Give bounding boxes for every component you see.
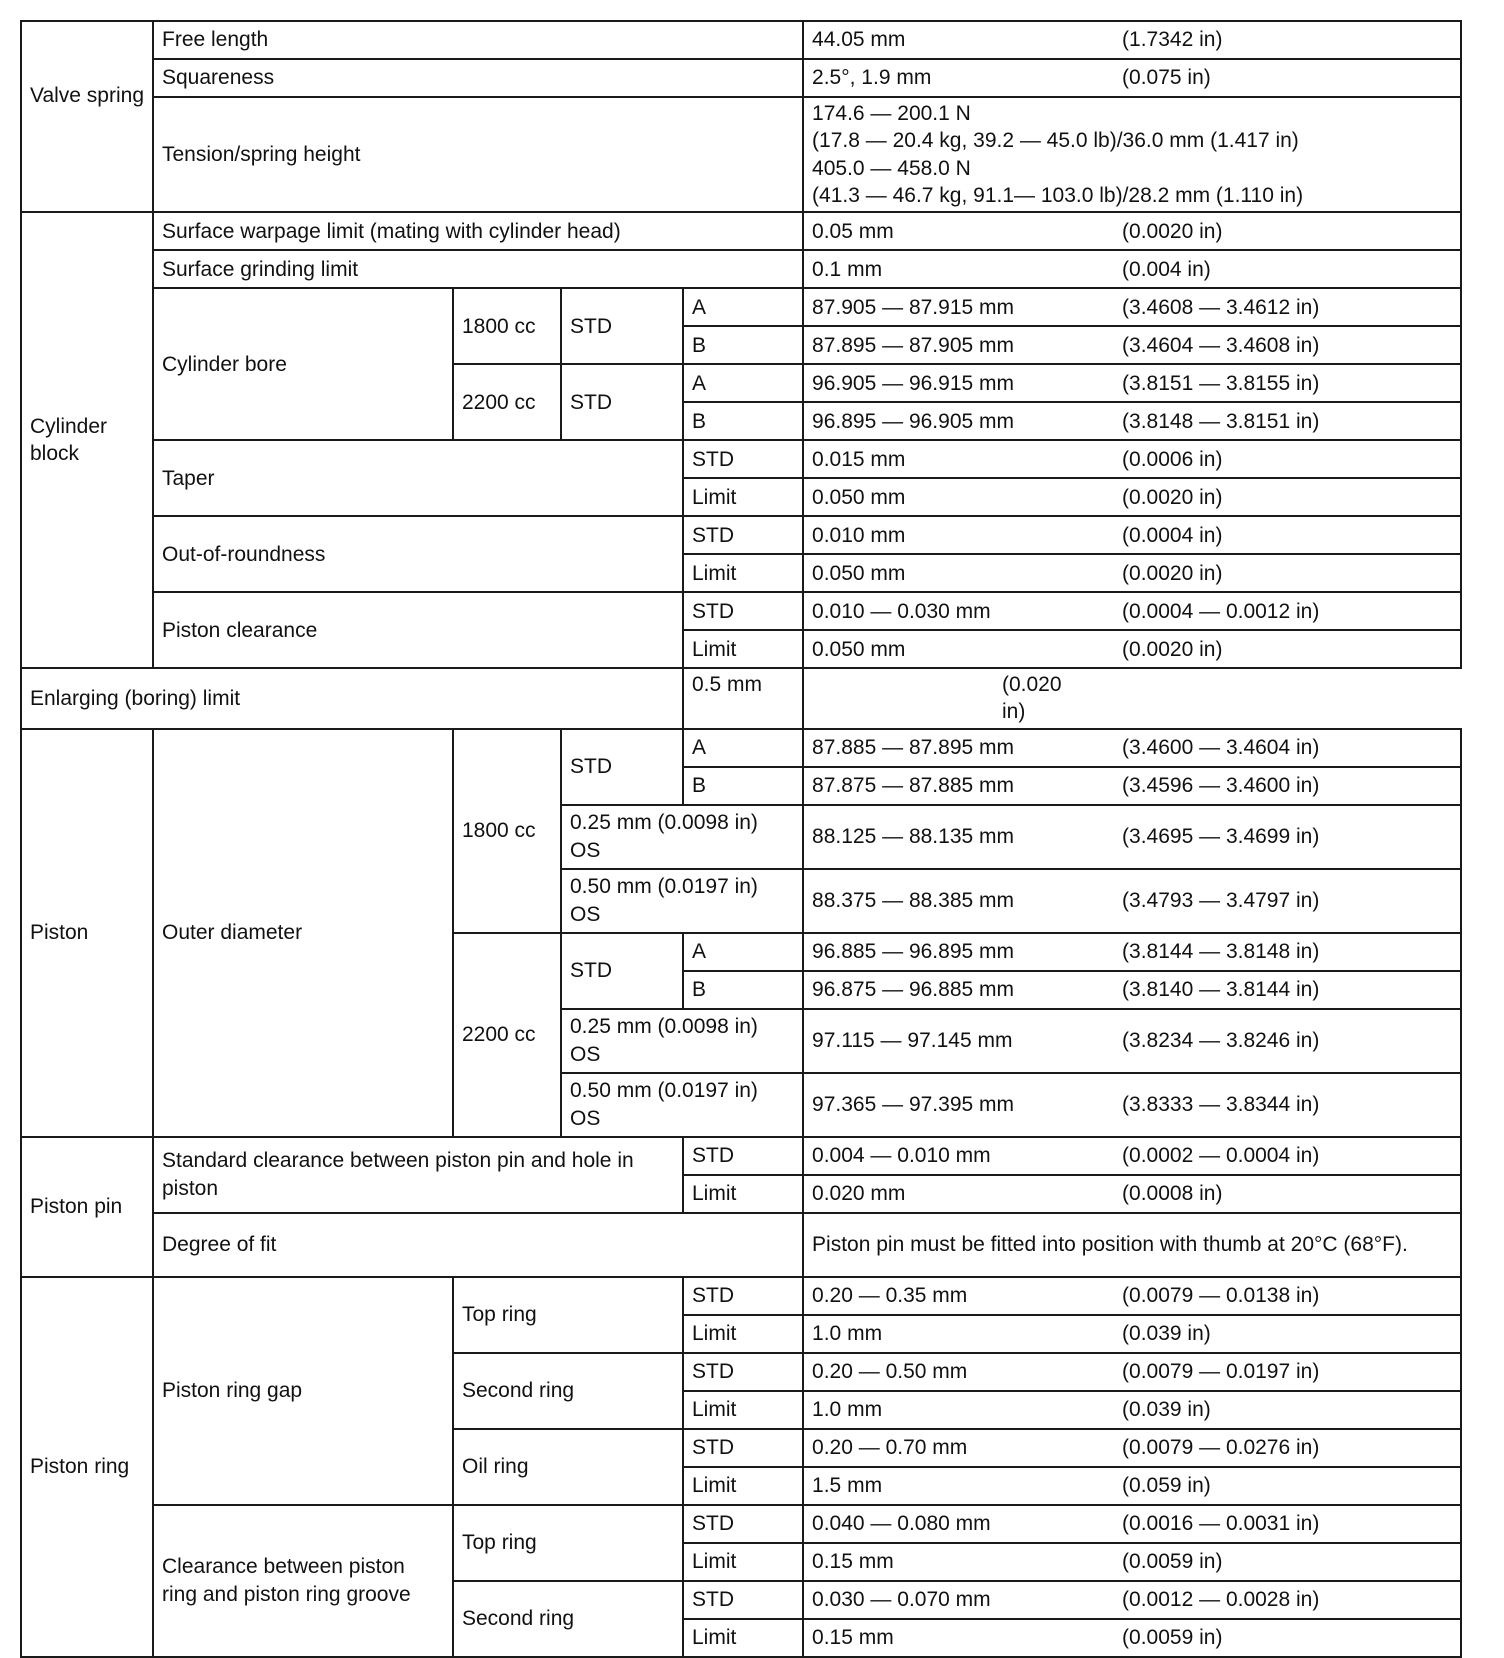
table-row: [21, 59, 1461, 97]
row-label: Outer diameter: [153, 729, 453, 1137]
grade-label: STD: [683, 1277, 803, 1315]
oversize-label: 0.50 mm (0.0197 in) OS: [561, 1073, 803, 1137]
value-cell: 96.895 — 96.905 mm (3.8148 — 3.8151 in): [803, 402, 1461, 440]
size-mark: A: [683, 729, 803, 767]
grade-label: STD: [683, 1353, 803, 1391]
displacement-label: 2200 cc: [453, 933, 561, 1137]
value-cell: 0.1 mm (0.004 in): [803, 250, 1461, 288]
value-cell: 97.115 — 97.145 mm (3.8234 — 3.8246 in): [803, 1009, 1461, 1073]
section-label-piston-ring: Piston ring: [21, 1277, 153, 1657]
value-cell: 0.20 — 0.35 mm (0.0079 — 0.0138 in): [803, 1277, 1461, 1315]
row-label: Out-of-roundness: [153, 516, 683, 592]
value-cell: 0.015 mm (0.0006 in): [803, 440, 1461, 478]
grade-label: STD: [561, 933, 683, 1009]
value-cell: Piston pin must be fitted into position with thumb at 20°C (68°F).: [803, 1213, 1461, 1277]
size-mark: B: [683, 767, 803, 805]
value-cell: 88.125 — 88.135 mm (3.4695 — 3.4699 in): [803, 805, 1461, 869]
table-row: [21, 729, 1461, 767]
table-row: [21, 440, 1461, 478]
ring-label: Oil ring: [453, 1429, 683, 1505]
displacement-label: 1800 cc: [453, 729, 561, 933]
row-label: Free length: [153, 21, 803, 59]
grade-label: STD: [683, 440, 803, 478]
row-label: Standard clearance between piston pin and hole in piston: [153, 1137, 683, 1213]
grade-label: Limit: [683, 1543, 803, 1581]
grade-label: STD: [561, 364, 683, 440]
grade-label: Limit: [683, 630, 803, 668]
section-label-cylinder-block: Cylinder block: [21, 212, 153, 668]
size-mark: A: [683, 933, 803, 971]
value-cell: 0.050 mm (0.0020 in): [803, 478, 1461, 516]
table-row: [21, 1505, 1461, 1543]
size-mark: A: [683, 288, 803, 326]
row-label: Degree of fit: [153, 1213, 803, 1277]
section-label-valve-spring: Valve spring: [21, 21, 153, 212]
grade-label: STD: [683, 1137, 803, 1175]
row-label: Surface warpage limit (mating with cylinder head): [153, 212, 803, 250]
value-cell: 1.0 mm (0.039 in): [803, 1315, 1461, 1353]
grade-label: Limit: [683, 1619, 803, 1657]
row-label: Tension/spring height: [153, 97, 803, 212]
grade-label: Limit: [683, 554, 803, 592]
oversize-label: 0.50 mm (0.0197 in) OS: [561, 869, 803, 933]
size-mark: B: [683, 971, 803, 1009]
value-cell: 87.885 — 87.895 mm (3.4600 — 3.4604 in): [803, 729, 1461, 767]
grade-label: STD: [683, 592, 803, 630]
value-cell: 0.15 mm (0.0059 in): [803, 1619, 1461, 1657]
value-cell: 0.5 mm (0.020 in): [683, 668, 803, 729]
value-cell: 97.365 — 97.395 mm (3.8333 — 3.8344 in): [803, 1073, 1461, 1137]
grade-label: STD: [683, 1505, 803, 1543]
grade-label: Limit: [683, 1467, 803, 1505]
value-cell: 0.20 — 0.50 mm (0.0079 — 0.0197 in): [803, 1353, 1461, 1391]
value-cell-multiline: 174.6 — 200.1 N (17.8 — 20.4 kg, 39.2 — 45.0 lb)/36.0 mm (1.417 in) 405.0 — 458.0 N (41.3 — 46.7 kg, 91.1— 103.0 lb)/28.2 mm (1.110 in): [803, 97, 1461, 212]
value-cell: 87.905 — 87.915 mm (3.4608 — 3.4612 in): [803, 288, 1461, 326]
specification-table: [20, 20, 1462, 1658]
value-cell: 0.010 — 0.030 mm (0.0004 — 0.0012 in): [803, 592, 1461, 630]
grade-label: Limit: [683, 1315, 803, 1353]
value-cell: 0.050 mm (0.0020 in): [803, 630, 1461, 668]
table-row: [21, 1213, 1461, 1277]
table-row: [21, 288, 1461, 326]
table-row: [21, 1137, 1461, 1175]
value-cell: 96.875 — 96.885 mm (3.8140 — 3.8144 in): [803, 971, 1461, 1009]
table-row: [21, 516, 1461, 554]
value-cell: 87.895 — 87.905 mm (3.4604 — 3.4608 in): [803, 326, 1461, 364]
value-cell: 87.875 — 87.885 mm (3.4596 — 3.4600 in): [803, 767, 1461, 805]
value-cell: 88.375 — 88.385 mm (3.4793 — 3.4797 in): [803, 869, 1461, 933]
value-cell: 96.885 — 96.895 mm (3.8144 — 3.8148 in): [803, 933, 1461, 971]
grade-label: Limit: [683, 478, 803, 516]
size-mark: B: [683, 326, 803, 364]
grade-label: STD: [683, 1581, 803, 1619]
size-mark: B: [683, 402, 803, 440]
value-cell: 0.050 mm (0.0020 in): [803, 554, 1461, 592]
displacement-label: 1800 cc: [453, 288, 561, 364]
grade-label: Limit: [683, 1175, 803, 1213]
oversize-label: 0.25 mm (0.0098 in) OS: [561, 805, 803, 869]
spec-sheet: [20, 20, 1460, 1658]
section-label-piston-pin: Piston pin: [21, 1137, 153, 1277]
value-cell: 1.5 mm (0.059 in): [803, 1467, 1461, 1505]
value-cell: 0.05 mm (0.0020 in): [803, 212, 1461, 250]
value-cell: 0.010 mm (0.0004 in): [803, 516, 1461, 554]
section-label-piston: Piston: [21, 729, 153, 1137]
value-cell: 0.020 mm (0.0008 in): [803, 1175, 1461, 1213]
row-label: Piston clearance: [153, 592, 683, 668]
table-row: [21, 668, 1461, 729]
table-row: [21, 592, 1461, 630]
row-label: Surface grinding limit: [153, 250, 803, 288]
table-row: [21, 1277, 1461, 1315]
value-cell: 44.05 mm (1.7342 in): [803, 21, 1461, 59]
grade-label: STD: [561, 288, 683, 364]
row-label: Squareness: [153, 59, 803, 97]
value-cell: 0.20 — 0.70 mm (0.0079 — 0.0276 in): [803, 1429, 1461, 1467]
grade-label: STD: [683, 1429, 803, 1467]
row-label: Cylinder bore: [153, 288, 453, 440]
size-mark: A: [683, 364, 803, 402]
value-cell: 0.15 mm (0.0059 in): [803, 1543, 1461, 1581]
ring-label: Top ring: [453, 1277, 683, 1353]
value-cell: 0.004 — 0.010 mm (0.0002 — 0.0004 in): [803, 1137, 1461, 1175]
row-label: Clearance between piston ring and piston ring groove: [153, 1505, 453, 1657]
grade-label: Limit: [683, 1391, 803, 1429]
row-label: Enlarging (boring) limit: [21, 668, 683, 729]
table-row: [21, 21, 1461, 59]
table-row: [21, 97, 1461, 212]
displacement-label: 2200 cc: [453, 364, 561, 440]
ring-label: Second ring: [453, 1581, 683, 1657]
ring-label: Top ring: [453, 1505, 683, 1581]
table-row: [21, 250, 1461, 288]
grade-label: STD: [561, 729, 683, 805]
ring-label: Second ring: [453, 1353, 683, 1429]
value-cell: 0.040 — 0.080 mm (0.0016 — 0.0031 in): [803, 1505, 1461, 1543]
value-cell: 2.5°, 1.9 mm (0.075 in): [803, 59, 1461, 97]
grade-label: STD: [683, 516, 803, 554]
value-cell: 96.905 — 96.915 mm (3.8151 — 3.8155 in): [803, 364, 1461, 402]
table-row: [21, 212, 1461, 250]
row-label: Taper: [153, 440, 683, 516]
row-label: Piston ring gap: [153, 1277, 453, 1505]
oversize-label: 0.25 mm (0.0098 in) OS: [561, 1009, 803, 1073]
value-cell: 1.0 mm (0.039 in): [803, 1391, 1461, 1429]
value-cell: 0.030 — 0.070 mm (0.0012 — 0.0028 in): [803, 1581, 1461, 1619]
